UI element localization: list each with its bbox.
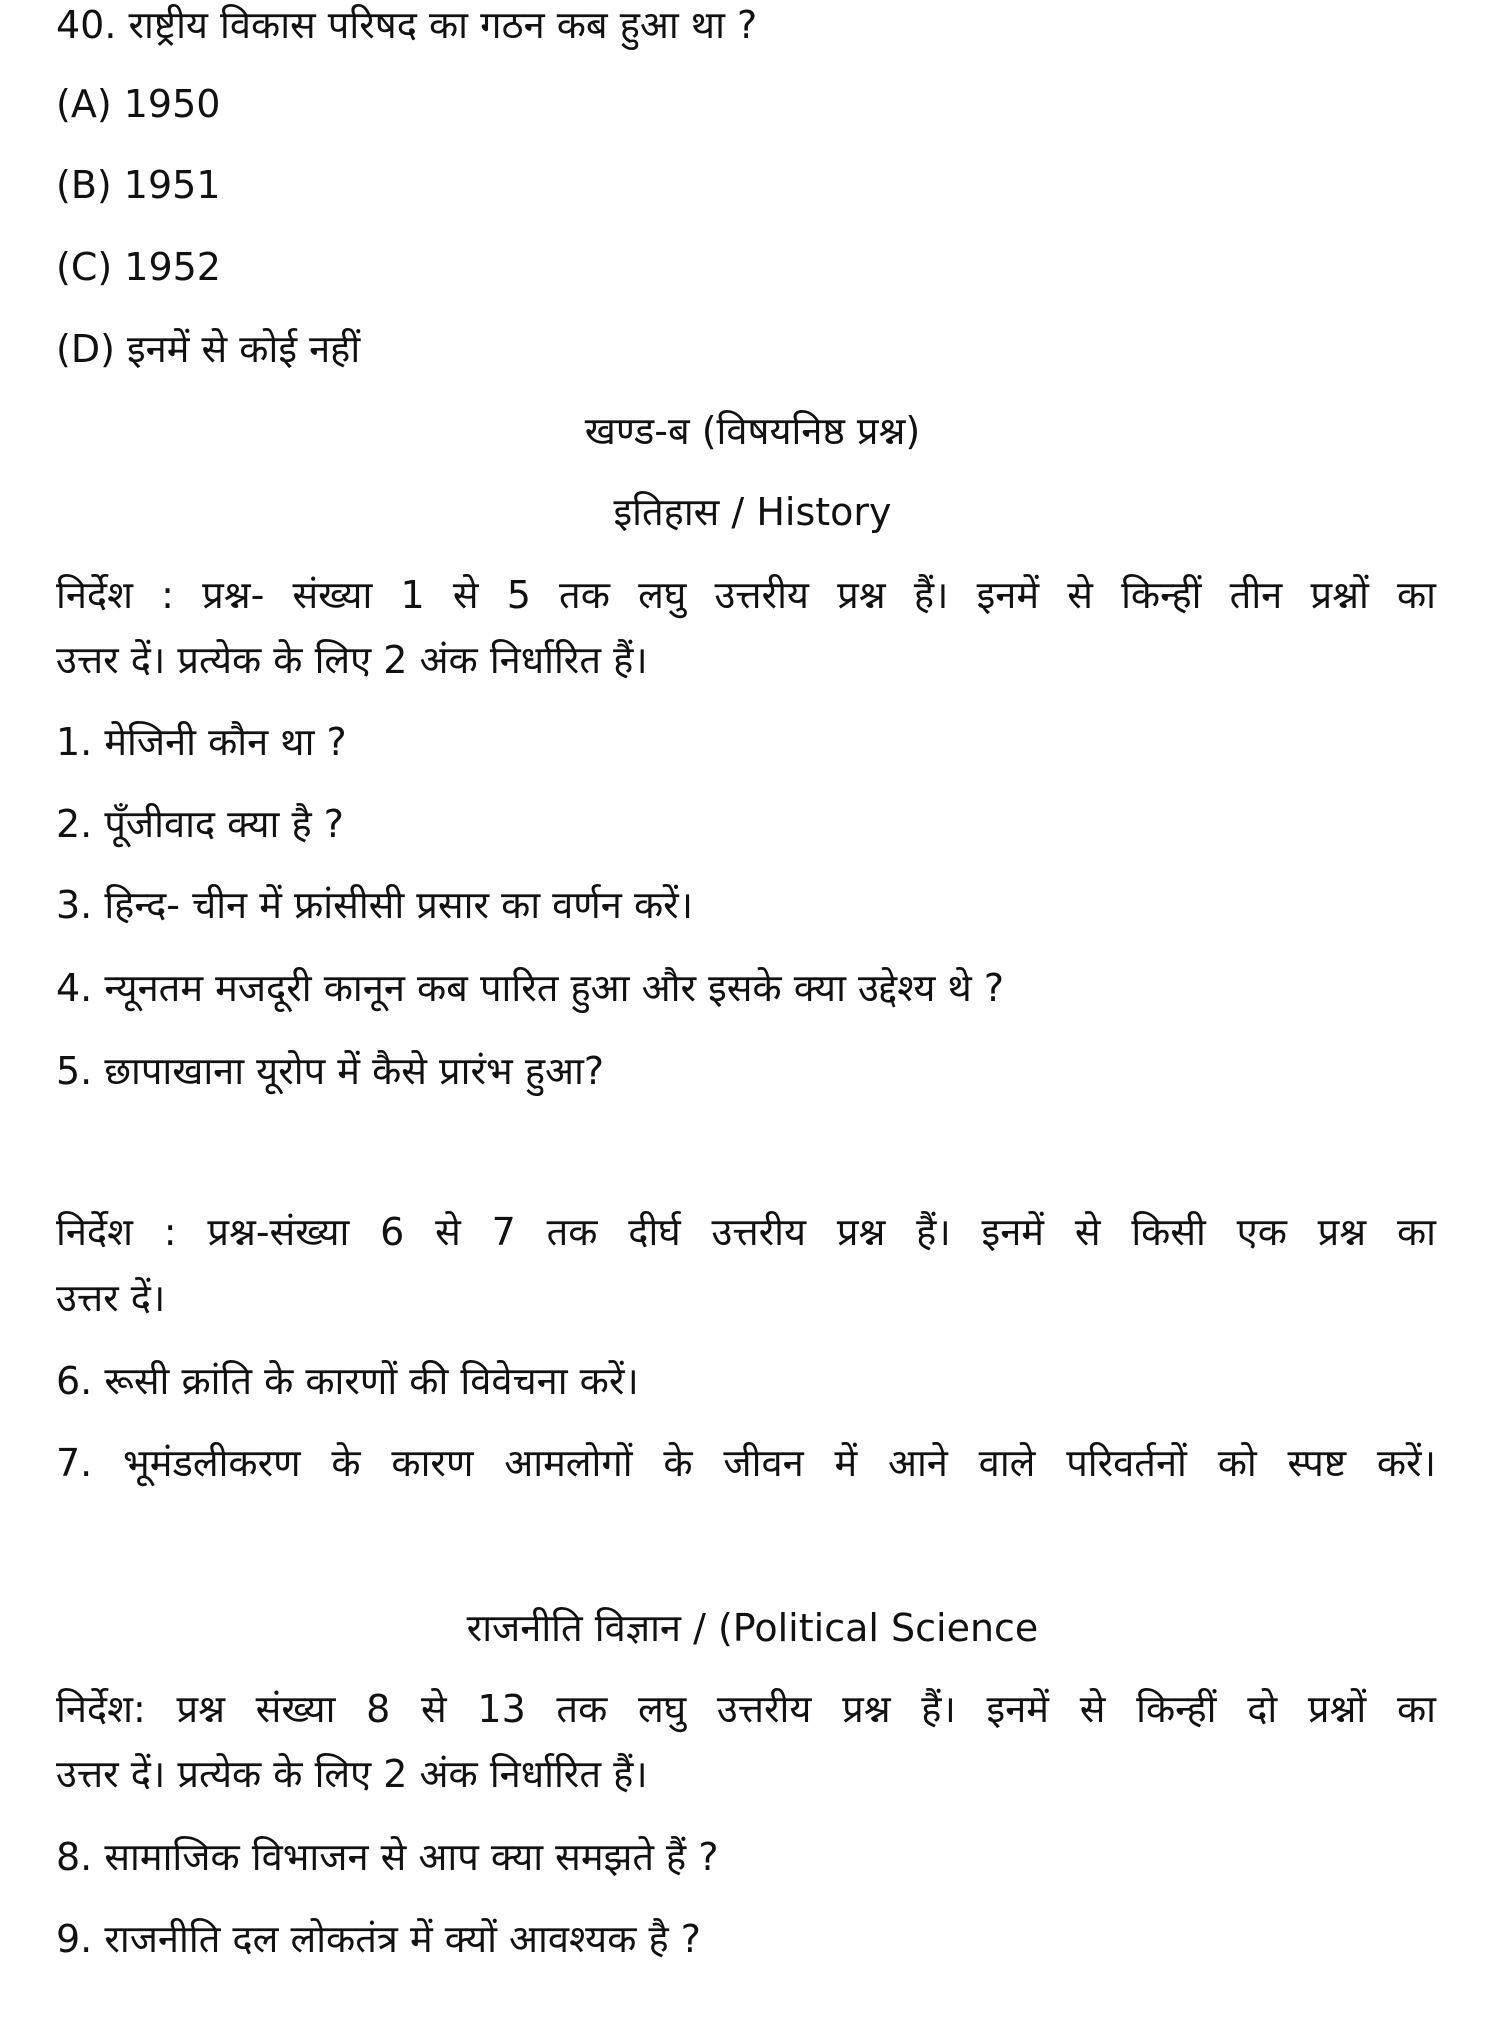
- question-7: 7. भूमंडलीकरण के कारण आमलोगों के जीवन में आने वाले परिवर्तनों को स्पष्ट करें।: [56, 1441, 1436, 1485]
- question-5: 5. छापाखाना यूरोप में कैसे प्रारंभ हुआ?: [56, 1049, 605, 1093]
- question-8: 8. सामाजिक विभाजन से आप क्या समझते हैं ?: [56, 1835, 719, 1879]
- option-b: (B) 1951: [56, 163, 221, 207]
- option-a: (A) 1950: [56, 82, 221, 126]
- section-title: खण्ड-ब (विषयनिष्ठ प्रश्न): [584, 409, 921, 453]
- question-2: 2. पूँजीवाद क्या है ?: [56, 802, 344, 846]
- question-40: 40. राष्ट्रीय विकास परिषद का गठन कब हुआ था ?: [56, 3, 758, 47]
- question-9: 9. राजनीति दल लोकतंत्र में क्यों आवश्यक है ?: [56, 1917, 701, 1961]
- instruction-3-line-2: उत्तर दें। प्रत्येक के लिए 2 अंक निर्धारित हैं।: [56, 1752, 648, 1796]
- instruction-3-line-1: निर्देश: प्रश्न संख्या 8 से 13 तक लघु उत्तरीय प्रश्न हैं। इनमें से किन्हीं दो प्रश्नों का: [56, 1687, 1436, 1731]
- history-heading: इतिहास / History: [613, 490, 892, 534]
- instruction-1-line-1: निर्देश : प्रश्न- संख्या 1 से 5 तक लघु उत्तरीय प्रश्न हैं। इनमें से किन्हीं तीन प्रश्नों का: [56, 573, 1436, 617]
- question-4: 4. न्यूनतम मजदूरी कानून कब पारित हुआ और इसके क्या उद्देश्य थे ?: [56, 966, 1005, 1010]
- question-3: 3. हिन्द- चीन में फ्रांसीसी प्रसार का वर्णन करें।: [56, 883, 694, 927]
- instruction-1-line-2: उत्तर दें। प्रत्येक के लिए 2 अंक निर्धारित हैं।: [56, 638, 648, 682]
- option-d: (D) इनमें से कोई नहीं: [56, 327, 361, 371]
- question-1: 1. मेजिनी कौन था ?: [56, 720, 347, 764]
- political-science-heading: राजनीति विज्ञान / (Political Science: [466, 1606, 1039, 1650]
- instruction-2-line-2: उत्तर दें।: [56, 1276, 166, 1320]
- option-c: (C) 1952: [56, 245, 221, 289]
- instruction-2-line-1: निर्देश : प्रश्न-संख्या 6 से 7 तक दीर्घ उत्तरीय प्रश्न हैं। इनमें से किसी एक प्रश्न का: [56, 1210, 1436, 1254]
- question-6: 6. रूसी क्रांति के कारणों की विवेचना करें।: [56, 1359, 639, 1403]
